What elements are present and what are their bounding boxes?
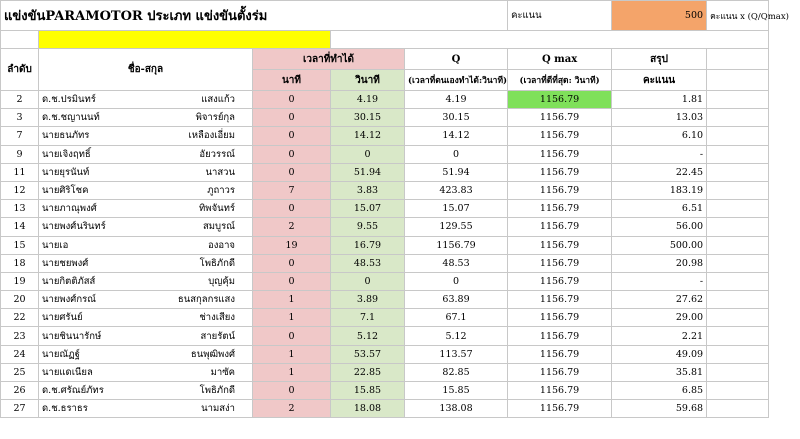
table-row[interactable] (1, 363, 769, 381)
empty-cell[interactable] (707, 70, 769, 91)
cell-q[interactable]: 0 (405, 145, 508, 163)
cell-minute[interactable]: 0 (253, 127, 331, 145)
cell-q[interactable]: 15.07 (405, 200, 508, 218)
cell-name[interactable] (39, 127, 253, 145)
last-name: ธนสกุลกรแสง (177, 294, 235, 306)
cell-name[interactable] (39, 181, 253, 199)
first-name: ด.ช.ธราธร (42, 403, 88, 415)
cell-minute[interactable]: 1 (253, 363, 331, 381)
empty-cell[interactable] (707, 400, 769, 418)
cell-qmax[interactable]: 1156.79 (508, 382, 612, 400)
cell-no[interactable]: 23 (1, 327, 39, 345)
cell-score[interactable]: - (612, 145, 707, 163)
cell-no[interactable]: 24 (1, 345, 39, 363)
header-qmax[interactable]: Q max (508, 49, 612, 70)
table-row[interactable] (1, 218, 769, 236)
data-rows (1, 91, 769, 418)
table-row[interactable] (1, 272, 769, 290)
empty-cell[interactable] (331, 31, 769, 49)
highlight-cell[interactable] (39, 31, 331, 49)
cell-qmax[interactable]: 1156.79 (508, 163, 612, 181)
empty-cell[interactable] (707, 200, 769, 218)
header-q-sub[interactable]: (เวลาที่ตนเองทำได้:วินาที) (405, 70, 508, 91)
cell-name[interactable] (39, 200, 253, 218)
cell-no[interactable]: 13 (1, 200, 39, 218)
cell-minute[interactable]: 1 (253, 291, 331, 309)
cell-name[interactable] (39, 236, 253, 254)
cell-minute[interactable]: 0 (253, 382, 331, 400)
cell-no[interactable]: 15 (1, 236, 39, 254)
last-name: บุญคุ้ม (208, 275, 235, 287)
cell-minute[interactable]: 0 (253, 254, 331, 272)
cell-q[interactable]: 82.85 (405, 363, 508, 381)
cell-name[interactable] (39, 309, 253, 327)
header-sum[interactable]: สรุป (612, 49, 707, 70)
cell-qmax[interactable]: 1156.79 (508, 363, 612, 381)
cell-q[interactable]: 51.94 (405, 163, 508, 181)
first-name: นายชยพงศ์ (42, 257, 89, 269)
empty-cell[interactable] (707, 49, 769, 70)
cell-q[interactable]: 113.57 (405, 345, 508, 363)
first-name: ด.ช.ศรัณย์ภัทร (42, 385, 104, 397)
cell-name[interactable] (39, 272, 253, 290)
cell-name[interactable] (39, 345, 253, 363)
cell-q[interactable]: 15.85 (405, 382, 508, 400)
cell-name[interactable] (39, 145, 253, 163)
last-name: ธนพุฒิพงศ์ (190, 348, 235, 360)
cell-second[interactable]: 51.94 (331, 163, 405, 181)
cell-qmax[interactable]: 1156.79 (508, 400, 612, 418)
cell-q[interactable]: 63.89 (405, 291, 508, 309)
cell-q[interactable]: 67.1 (405, 309, 508, 327)
cell-second[interactable]: 5.12 (331, 327, 405, 345)
cell-minute[interactable]: 1 (253, 309, 331, 327)
cell-no[interactable]: 14 (1, 218, 39, 236)
empty-cell[interactable] (707, 127, 769, 145)
cell-score[interactable]: 13.03 (612, 109, 707, 127)
first-name: นายศรันย์ (42, 312, 83, 324)
last-name: มาซัค (210, 366, 235, 378)
cell-score[interactable]: 1.81 (612, 91, 707, 109)
table-row[interactable] (1, 400, 769, 418)
header-second[interactable]: วินาที (331, 70, 405, 91)
cell-score[interactable]: - (612, 272, 707, 290)
cell-second[interactable]: 3.83 (331, 181, 405, 199)
cell-score[interactable]: 49.09 (612, 345, 707, 363)
header-sum-sub[interactable]: คะแนน (612, 70, 707, 91)
header-name[interactable]: ชื่อ-สกุล (39, 49, 253, 91)
cell-qmax[interactable]: 1156.79 (508, 309, 612, 327)
first-name: นายแดเนียล (42, 366, 93, 378)
cell-minute[interactable]: 2 (253, 218, 331, 236)
last-name: โพธิภักดี (199, 385, 235, 397)
empty-cell[interactable] (707, 218, 769, 236)
cell-second[interactable]: 18.08 (331, 400, 405, 418)
cell-score[interactable]: 2.21 (612, 327, 707, 345)
cell-no[interactable]: 2 (1, 91, 39, 109)
table-row[interactable] (1, 236, 769, 254)
table-row[interactable] (1, 91, 769, 109)
cell-q[interactable]: 4.19 (405, 91, 508, 109)
cell-no[interactable]: 18 (1, 254, 39, 272)
last-name: ภูถาวร (207, 185, 235, 197)
cell-second[interactable]: 30.15 (331, 109, 405, 127)
empty-cell[interactable] (707, 309, 769, 327)
cell-qmax[interactable]: 1156.79 (508, 291, 612, 309)
cell-second[interactable]: 9.55 (331, 218, 405, 236)
cell-qmax[interactable]: 1156.79 (508, 272, 612, 290)
cell-score[interactable]: 20.98 (612, 254, 707, 272)
cell-score[interactable]: 6.51 (612, 200, 707, 218)
cell-score[interactable]: 35.81 (612, 363, 707, 381)
cell-name[interactable] (39, 363, 253, 381)
cell-name[interactable] (39, 254, 253, 272)
cell-score[interactable]: 183.19 (612, 181, 707, 199)
empty-cell[interactable] (707, 327, 769, 345)
last-name: โพธิภักดี (199, 257, 235, 269)
cell-minute[interactable]: 2 (253, 400, 331, 418)
cell-score[interactable]: 22.45 (612, 163, 707, 181)
cell-score[interactable]: 6.85 (612, 382, 707, 400)
empty-cell[interactable] (707, 145, 769, 163)
cell-name[interactable] (39, 163, 253, 181)
first-name: นายชินนารักษ์ (42, 330, 102, 342)
cell-name[interactable] (39, 291, 253, 309)
last-name: พิจารย์กุล (195, 112, 235, 124)
empty-cell[interactable] (707, 254, 769, 272)
first-name: ด.ช.ปรมินทร์ (42, 94, 96, 106)
cell-minute[interactable]: 1 (253, 345, 331, 363)
first-name: นายเอ (42, 239, 69, 251)
first-name: นายธนภัทร (42, 130, 90, 142)
last-name: องอาจ (208, 239, 235, 251)
table-row[interactable] (1, 145, 769, 163)
header-qmax-sub[interactable]: (เวลาที่ดีที่สุด: วินาที) (508, 70, 612, 91)
cell-qmax[interactable]: 1156.79 (508, 236, 612, 254)
first-name: นายกิตติภัสส์ (42, 275, 96, 287)
cell-no[interactable]: 9 (1, 145, 39, 163)
first-name: นายยุรนันท์ (42, 166, 90, 178)
cell-second[interactable]: 4.19 (331, 91, 405, 109)
empty-cell[interactable] (707, 109, 769, 127)
cell-minute[interactable]: 0 (253, 272, 331, 290)
empty-cell[interactable] (707, 291, 769, 309)
first-name: นายณัฏฐ์ (42, 348, 80, 360)
cell-name[interactable] (39, 109, 253, 127)
cell-q[interactable]: 138.08 (405, 400, 508, 418)
empty-cell[interactable] (707, 345, 769, 363)
last-name: เหลืองเอี่ยม (188, 130, 235, 142)
cell-second[interactable]: 16.79 (331, 236, 405, 254)
cell-name[interactable] (39, 382, 253, 400)
cell-q[interactable]: 0 (405, 272, 508, 290)
cell-no[interactable]: 26 (1, 382, 39, 400)
cell-second[interactable]: 15.07 (331, 200, 405, 218)
score-formula-cell[interactable]: คะแนน x (Q/Qmax) (707, 1, 769, 31)
cell-no[interactable]: 22 (1, 309, 39, 327)
cell-no[interactable]: 25 (1, 363, 39, 381)
cell-minute[interactable]: 19 (253, 236, 331, 254)
cell-q[interactable]: 48.53 (405, 254, 508, 272)
cell-minute[interactable]: 0 (253, 163, 331, 181)
empty-cell[interactable] (707, 163, 769, 181)
cell-second[interactable]: 0 (331, 145, 405, 163)
cell-minute[interactable]: 0 (253, 91, 331, 109)
first-name: นายพงศ์กรณ์ (42, 294, 96, 306)
cell-no[interactable]: 11 (1, 163, 39, 181)
empty-cell[interactable] (1, 31, 39, 49)
score-value-cell[interactable]: 500 (612, 1, 707, 31)
empty-cell[interactable] (707, 91, 769, 109)
cell-no[interactable]: 7 (1, 127, 39, 145)
table-row[interactable] (1, 327, 769, 345)
cell-qmax[interactable]: 1156.79 (508, 91, 612, 109)
cell-no[interactable]: 12 (1, 181, 39, 199)
cell-qmax[interactable]: 1156.79 (508, 345, 612, 363)
cell-qmax[interactable]: 1156.79 (508, 127, 612, 145)
last-name: สายรัตน์ (200, 330, 235, 342)
cell-q[interactable]: 5.12 (405, 327, 508, 345)
cell-second[interactable]: 3.89 (331, 291, 405, 309)
score-label-cell[interactable]: คะแนน (508, 1, 612, 31)
cell-qmax[interactable]: 1156.79 (508, 145, 612, 163)
last-name: นามสง่า (201, 403, 235, 415)
cell-qmax[interactable]: 1156.79 (508, 200, 612, 218)
cell-q[interactable]: 14.12 (405, 127, 508, 145)
empty-cell[interactable] (707, 272, 769, 290)
first-name: ด.ช.ชญานนท์ (42, 112, 100, 124)
last-name: ทิพจันทร์ (199, 203, 235, 215)
cell-q[interactable]: 129.55 (405, 218, 508, 236)
table-row[interactable] (1, 291, 769, 309)
cell-qmax[interactable]: 1156.79 (508, 181, 612, 199)
cell-no[interactable]: 20 (1, 291, 39, 309)
cell-qmax[interactable]: 1156.79 (508, 218, 612, 236)
cell-second[interactable]: 7.1 (331, 309, 405, 327)
cell-score[interactable]: 6.10 (612, 127, 707, 145)
header-q[interactable]: Q (405, 49, 508, 70)
cell-minute[interactable]: 0 (253, 200, 331, 218)
table-row[interactable] (1, 163, 769, 181)
cell-q[interactable]: 423.83 (405, 181, 508, 199)
cell-name[interactable] (39, 91, 253, 109)
cell-minute[interactable]: 0 (253, 109, 331, 127)
empty-cell[interactable] (707, 181, 769, 199)
header-minute[interactable]: นาที (253, 70, 331, 91)
cell-q[interactable]: 30.15 (405, 109, 508, 127)
last-name: ช่างเสียง (199, 312, 235, 324)
cell-name[interactable] (39, 400, 253, 418)
first-name: นายพงศ์นรินทร์ (42, 221, 106, 233)
first-name: นายเจิงฤทธิ์ (42, 148, 91, 160)
first-name: นายภาณุพงศ์ (42, 203, 97, 215)
empty-cell[interactable] (707, 382, 769, 400)
cell-q[interactable]: 1156.79 (405, 236, 508, 254)
cell-no[interactable]: 19 (1, 272, 39, 290)
table-row[interactable] (1, 382, 769, 400)
last-name: อัยวรรณ์ (199, 148, 235, 160)
cell-minute[interactable]: 0 (253, 145, 331, 163)
last-name: นาสวน (205, 166, 235, 178)
cell-second[interactable]: 0 (331, 272, 405, 290)
table-row[interactable] (1, 254, 769, 272)
cell-no[interactable]: 27 (1, 400, 39, 418)
sheet-title[interactable]: แข่งขันPARAMOTOR ประเภท แข่งขันตั้งร่ม (1, 1, 508, 31)
cell-no[interactable]: 3 (1, 109, 39, 127)
cell-second[interactable]: 53.57 (331, 345, 405, 363)
cell-score[interactable]: 59.68 (612, 400, 707, 418)
header-no[interactable]: ลำดับ (1, 49, 39, 91)
empty-cell[interactable] (707, 363, 769, 381)
cell-score[interactable]: 500.00 (612, 236, 707, 254)
table-row[interactable] (1, 181, 769, 199)
empty-cell[interactable] (707, 236, 769, 254)
table-row[interactable] (1, 345, 769, 363)
cell-score[interactable]: 27.62 (612, 291, 707, 309)
last-name: สมบูรณ์ (202, 221, 235, 233)
cell-score[interactable]: 56.00 (612, 218, 707, 236)
cell-qmax[interactable]: 1156.79 (508, 109, 612, 127)
last-name: แสงแก้ว (201, 94, 235, 106)
cell-minute[interactable]: 7 (253, 181, 331, 199)
cell-second[interactable]: 14.12 (331, 127, 405, 145)
table-row[interactable] (1, 109, 769, 127)
cell-second[interactable]: 22.85 (331, 363, 405, 381)
table-row[interactable] (1, 309, 769, 327)
cell-name[interactable] (39, 327, 253, 345)
cell-qmax[interactable]: 1156.79 (508, 327, 612, 345)
table-row[interactable] (1, 200, 769, 218)
cell-name[interactable] (39, 218, 253, 236)
cell-second[interactable]: 48.53 (331, 254, 405, 272)
cell-qmax[interactable]: 1156.79 (508, 254, 612, 272)
first-name: นายศิริโชค (42, 185, 89, 197)
cell-score[interactable]: 29.00 (612, 309, 707, 327)
cell-minute[interactable]: 0 (253, 327, 331, 345)
cell-second[interactable]: 15.85 (331, 382, 405, 400)
table-row[interactable] (1, 127, 769, 145)
header-time-done[interactable]: เวลาที่ทำได้ (253, 49, 405, 70)
